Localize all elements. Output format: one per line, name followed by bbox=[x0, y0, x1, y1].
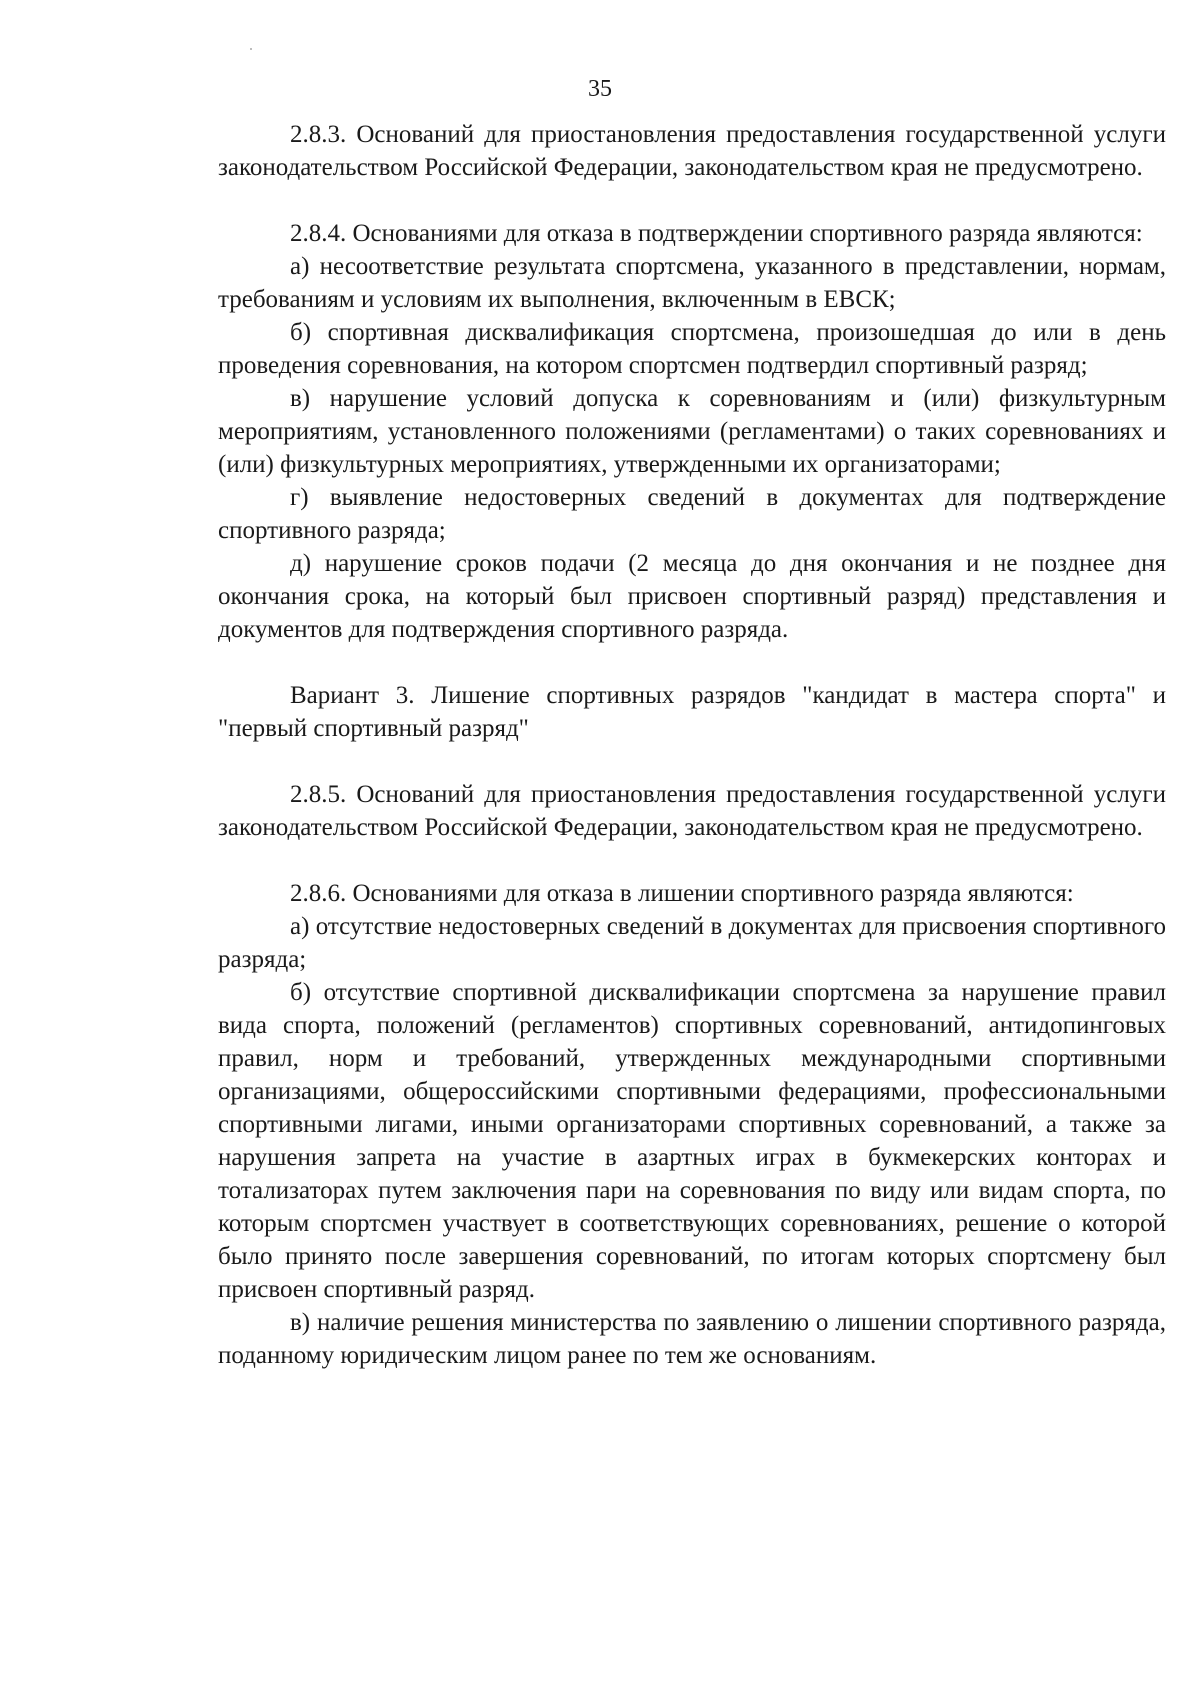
paragraph-2-8-5: 2.8.5. Оснований для приостановления предоставления государственной услуги законодательством Российской Федерации, законодательством края не предусмотрено. bbox=[218, 781, 1166, 841]
gap bbox=[218, 745, 1166, 778]
gap bbox=[218, 184, 1166, 217]
list-item-b-2: б) отсутствие спортивной дисквалификации спортсмена за нарушение правил вида спорта, положений (регламентов) спортивных соревнований, антидопинговых правил, норм и требований, утвержденных международными спортивными организациями, общероссийскими спортивными федерациями, профессиональными спортивными лигами, иными организаторами спортивных соревнований, а также за нарушения запрета на участие в азартных играх в букмекерских конторах и тотализаторах путем заключения пари на соревнования по виду или видам спорта, по которым спортсмен участвует в соответствующих соревнованиях, решение о которой было принято после завершения соревнований, по итогам которых спортсмену был присвоен спортивный разряд. bbox=[218, 979, 1166, 1303]
gap bbox=[218, 646, 1166, 679]
paragraph-2-8-6: 2.8.6. Основаниями для отказа в лишении спортивного разряда являются: bbox=[290, 880, 1074, 907]
gap bbox=[218, 844, 1166, 877]
list-item-v: в) нарушение условий допуска к соревнованиям и (или) физкультурным мероприятиям, установленного положениями (регламентами) о таких соревнованиях и (или) физкультурных мероприятиях, утвержденными их организаторами; bbox=[218, 385, 1166, 478]
scan-speck bbox=[250, 48, 252, 50]
list-item-a-2: а) отсутствие недостоверных сведений в документах для присвоения спортивного разряда; bbox=[218, 913, 1166, 973]
list-item-a: а) несоответствие результата спортсмена, указанного в представлении, нормам, требованиям и условиям их выполнения, включенным в ЕВСК; bbox=[218, 253, 1166, 313]
list-item-v-2: в) наличие решения министерства по заявлению о лишении спортивного разряда, поданному юридическим лицом ранее по тем же основаниям. bbox=[218, 1309, 1166, 1369]
paragraph-2-8-4: 2.8.4. Основаниями для отказа в подтверждении спортивного разряда являются: bbox=[290, 220, 1143, 247]
paragraph-2-8-3: 2.8.3. Оснований для приостановления предоставления государственной услуги законодательством Российской Федерации, законодательством края не предусмотрено. bbox=[218, 121, 1166, 181]
document-body bbox=[218, 118, 1166, 1372]
list-item-g: г) выявление недостоверных сведений в документах для подтверждение спортивного разряда; bbox=[218, 484, 1166, 544]
page-number: 35 bbox=[588, 76, 612, 102]
list-item-d: д) нарушение сроков подачи (2 месяца до дня окончания и не позднее дня окончания срока, на который был присвоен спортивный разряд) представления и документов для подтверждения спортивного разряда. bbox=[218, 550, 1166, 643]
variant-3-heading: Вариант 3. Лишение спортивных разрядов "кандидат в мастера спорта" и "первый спортивный разряд" bbox=[218, 682, 1166, 742]
list-item-b: б) спортивная дисквалификация спортсмена, произошедшая до или в день проведения соревнования, на котором спортсмен подтвердил спортивный разряд; bbox=[218, 319, 1166, 379]
